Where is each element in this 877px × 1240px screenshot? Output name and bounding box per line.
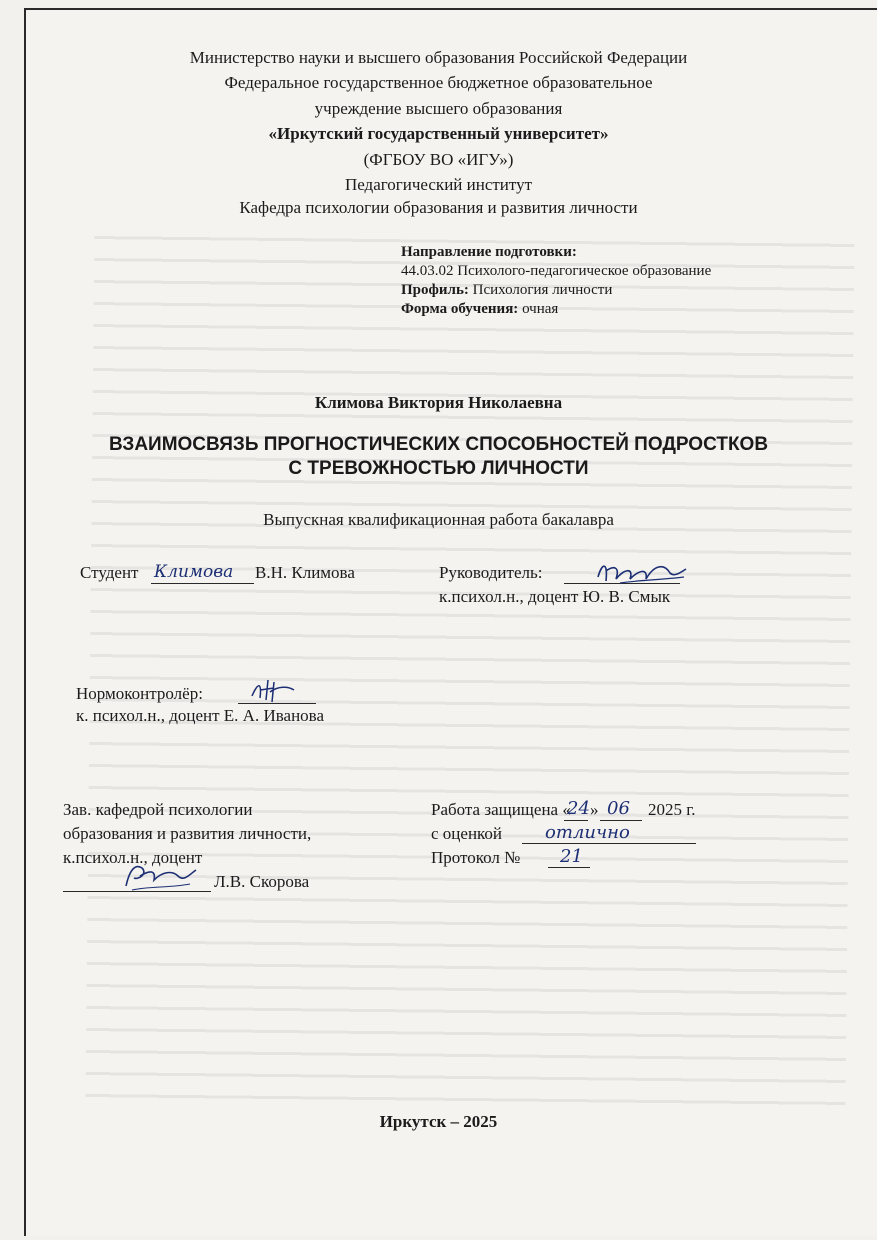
study-form-line xyxy=(401,300,558,318)
university-abbr: (ФГБОУ ВО «ИГУ») xyxy=(363,150,514,169)
head-line-1: Зав. кафедрой психологии xyxy=(63,800,253,819)
student-label: Студент xyxy=(80,563,139,582)
ministry-line: Министерство науки и высшего образования Российской Федерации xyxy=(189,48,688,67)
protocol-number: 21 xyxy=(560,846,583,867)
profile-label: Профиль: xyxy=(401,282,469,298)
department-name: Кафедра психологии образования и развития личности xyxy=(239,198,638,217)
student-signature: Климова xyxy=(154,562,234,582)
supervisor-signature xyxy=(590,555,690,591)
head-name: Л.В. Скорова xyxy=(214,872,310,891)
defense-day: 24 xyxy=(567,798,590,819)
defense-month-line xyxy=(600,820,642,821)
defense-prefix: Работа защищена « xyxy=(431,800,571,819)
protocol-label: Протокол № xyxy=(431,848,521,867)
direction-value: 44.03.02 Психолого-педагогическое образование xyxy=(401,263,712,279)
bleed-through-text xyxy=(85,221,854,1109)
normcontrol-signature xyxy=(248,676,298,706)
study-form-label: Форма обучения: xyxy=(401,301,519,317)
institute-name: Педагогический институт xyxy=(344,175,533,194)
defense-day-line xyxy=(564,820,588,821)
normcontrol-label: Нормоконтролёр: xyxy=(76,684,203,703)
defense-year: 2025 г. xyxy=(648,800,696,819)
institution-line: учреждение высшего образования xyxy=(314,99,563,118)
thesis-type: Выпускная квалификационная работа бакалавра xyxy=(263,510,614,529)
federal-state-line: Федеральное государственное бюджетное образовательное xyxy=(224,73,653,92)
grade-label: с оценкой xyxy=(431,824,503,843)
defense-month: 06 xyxy=(607,798,630,819)
head-signature xyxy=(120,858,200,894)
supervisor-credentials: к.психол.н., доцент Ю. В. Смык xyxy=(439,587,671,606)
head-line-3: к.психол.н., доцент xyxy=(63,848,203,867)
normcontrol-credentials: к. психол.н., доцент Е. А. Иванова xyxy=(76,706,325,725)
student-signature-line xyxy=(151,583,254,584)
grade-line xyxy=(522,843,696,844)
profile-value: Психология личности xyxy=(472,282,613,298)
direction-label: Направление подготовки: xyxy=(401,244,577,260)
profile-line xyxy=(401,281,612,299)
university-name: «Иркутский государственный университет» xyxy=(268,124,609,143)
head-line-2: образования и развития личности, xyxy=(63,824,312,843)
thesis-title-line-1: ВЗАИМОСВЯЗЬ ПРОГНОСТИЧЕСКИХ СПОСОБНОСТЕЙ ПОДРОСТКОВ xyxy=(108,434,769,455)
thesis-title-line-2: С ТРЕВОЖНОСТЬЮ ЛИЧНОСТИ xyxy=(288,458,589,479)
grade-value: отлично xyxy=(545,822,630,843)
supervisor-label: Руководитель: xyxy=(439,563,543,582)
city-year: Иркутск – 2025 xyxy=(379,1112,498,1131)
student-name: В.Н. Климова xyxy=(255,563,355,582)
protocol-line xyxy=(548,867,590,868)
study-form-value: очная xyxy=(522,301,559,317)
defense-quote-close: » xyxy=(590,800,599,819)
author-name: Климова Виктория Николаевна xyxy=(314,393,563,412)
